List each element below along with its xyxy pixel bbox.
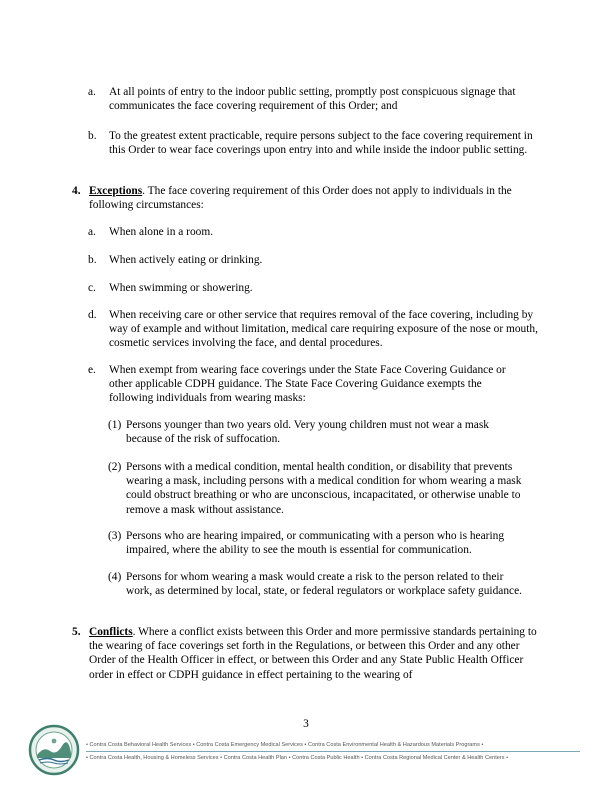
list-item	[88, 225, 536, 239]
item-text: When alone in a room.	[109, 226, 214, 238]
section-number: 5.	[72, 626, 81, 638]
item-text: Persons with a medical condition, mental health condition, or disability that prevents wearing a mask, including persons with a medical condition for whom wearing a mask could obstruct breathing or who are unconscious, incapacitated, or otherwise unable to remove a mask without assistance.	[126, 461, 522, 516]
list-item	[88, 363, 528, 406]
section-4-exceptions	[72, 184, 542, 212]
list-item	[88, 308, 540, 351]
item-label: a.	[88, 86, 96, 98]
county-seal-logo	[28, 724, 80, 776]
section-text: . Where a conflict exists between this Order and more permissive standards pertaining to the wearing of face coverings set forth in the Regulations, or between this Order and any other Order of the Health Officer in effect, or between this Order and any State Public Health Officer order in effect or CDPH guidance in effect pertaining to the wearing of	[89, 626, 537, 681]
item-label: (1)	[108, 419, 122, 431]
item-text: When actively eating or drinking.	[109, 254, 263, 266]
section-number: 4.	[72, 185, 81, 197]
sub-list-item	[108, 418, 518, 446]
item-text: Persons younger than two years old. Very young children must not wear a mask because of the risk of suffocation.	[126, 419, 489, 446]
item-label: (4)	[108, 571, 122, 583]
item-label: (2)	[108, 461, 122, 473]
section-heading: Exceptions	[89, 185, 143, 197]
item-text: At all points of entry to the indoor public setting, promptly post conspicuous signage that communicates the face covering requirement of this Order; and	[109, 86, 516, 113]
footer-line-2: • Contra Costa Health, Housing & Homeless Services • Contra Costa Health Plan • Contra Costa Public Health • Contra Costa Regional Medical Center & Health Centers •	[86, 755, 509, 761]
footer-divider	[86, 751, 580, 752]
sub-list-item	[108, 460, 524, 517]
section-5-conflicts	[72, 625, 544, 682]
item-text: When swimming or showering.	[109, 282, 253, 294]
page-number: 3	[303, 718, 309, 730]
list-item	[88, 281, 536, 295]
section-heading: Conflicts	[89, 626, 133, 638]
item-text: When exempt from wearing face coverings under the State Face Covering Guidance or other applicable CDPH guidance. The State Face Covering Guidance exempts the following individuals from wearing masks:	[109, 364, 506, 405]
list-item	[88, 253, 536, 267]
item-text: Persons who are hearing impaired, or communicating with a person who is hearing impaired, where the ability to see the mouth is essential for communication.	[126, 530, 505, 557]
item-label: b.	[88, 254, 97, 266]
item-text: Persons for whom wearing a mask would create a risk to the person related to their work, as determined by local, state, or federal regulators or workplace safety guidance.	[126, 571, 522, 598]
list-item	[88, 129, 536, 157]
sub-list-item	[108, 570, 524, 598]
item-label: e.	[88, 364, 96, 376]
list-item	[88, 85, 536, 113]
item-label: d.	[88, 309, 97, 321]
item-label: b.	[88, 130, 97, 142]
item-text: To the greatest extent practicable, require persons subject to the face covering requirement in this Order to wear face coverings upon entry into and while inside the indoor public setting.	[109, 130, 533, 157]
item-label: c.	[88, 282, 96, 294]
footer-line-1: • Contra Costa Behavioral Health Services • Contra Costa Emergency Medical Services • Contra Costa Environmental Health & Hazardous Materials Programs •	[86, 742, 484, 748]
item-text: When receiving care or other service that requires removal of the face covering, including by way of example and without limitation, medical care requiring exposure of the nose or mouth, cosmetic services involving the face, and dental procedures.	[109, 309, 538, 350]
sub-list-item	[108, 529, 526, 557]
item-label: a.	[88, 226, 96, 238]
item-label: (3)	[108, 530, 122, 542]
section-intro: . The face covering requirement of this Order does not apply to individuals in the following circumstances:	[89, 185, 512, 212]
